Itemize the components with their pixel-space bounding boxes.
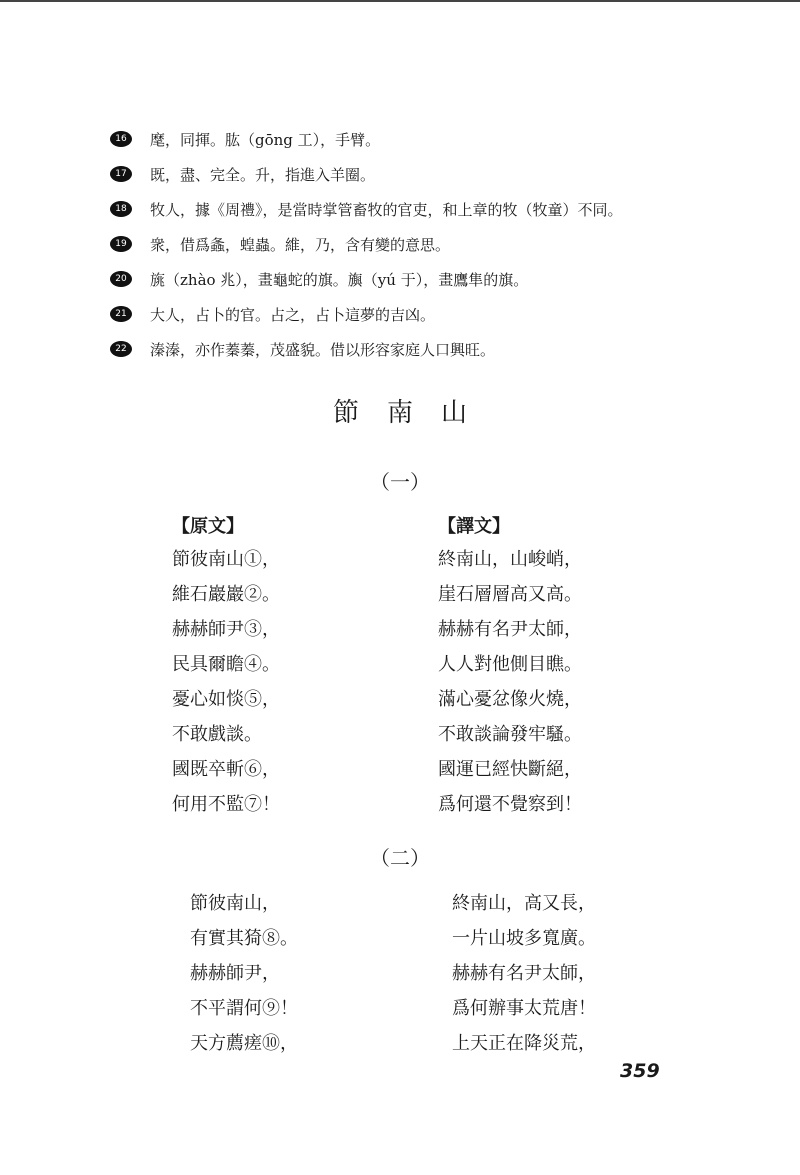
original-line: 不平謂何⑨！ — [190, 998, 298, 1019]
footnote-item — [110, 194, 750, 224]
translation-line: 一片山坡多寬廣。 — [452, 928, 596, 949]
footnote-number: 20 — [110, 271, 132, 287]
original-column-2 — [190, 886, 298, 1061]
original-column-1 — [172, 512, 280, 822]
footnote-number: 22 — [110, 341, 132, 357]
footnote-number: 19 — [110, 236, 132, 252]
translation-column-2 — [452, 886, 596, 1061]
footnote-item — [110, 229, 750, 259]
translation-line: 不敢談論發牢騷。 — [438, 724, 582, 745]
footnote-number: 21 — [110, 306, 132, 322]
original-line: 維石巖巖②。 — [172, 584, 280, 605]
translation-line: 終南山，山峻峭， — [438, 549, 582, 570]
footnote-text: 麾，同揮。肱（gōng 工），手臂。 — [150, 130, 381, 149]
footnote-item — [110, 124, 750, 154]
translation-line: 赫赫有名尹太師， — [452, 963, 596, 984]
footnote-item — [110, 299, 750, 329]
footnote-number: 16 — [110, 131, 132, 147]
footnote-text: 衆，借爲螽，蝗蟲。維，乃，含有變的意思。 — [150, 235, 451, 254]
translation-line: 滿心憂忿像火燒， — [438, 689, 582, 710]
original-line: 天方薦瘥⑩， — [190, 1033, 298, 1054]
footnote-number: 18 — [110, 201, 132, 217]
translation-line: 崖石層層高又高。 — [438, 584, 582, 605]
original-line: 赫赫師尹③， — [172, 619, 280, 640]
section-label-2: （二） — [370, 846, 430, 870]
original-line: 國既卒斬⑥， — [172, 759, 280, 780]
translation-line: 爲何還不覺察到！ — [438, 794, 582, 815]
original-line: 民具爾瞻④。 — [172, 654, 280, 675]
translation-line: 赫赫有名尹太師， — [438, 619, 582, 640]
original-line: 憂心如惔⑤， — [172, 689, 280, 710]
translation-column-1 — [438, 512, 582, 822]
translation-line: 上天正在降災荒， — [452, 1033, 596, 1054]
footnote-text: 大人，占卜的官。占之，占卜這夢的吉凶。 — [150, 305, 436, 324]
original-line: 有實其猗⑧。 — [190, 928, 298, 949]
footnote-item — [110, 159, 750, 189]
original-header: 【原文】 — [172, 516, 244, 537]
footnote-item — [110, 264, 750, 294]
footnote-text: 既，盡、完全。升，指進入羊圈。 — [150, 165, 376, 184]
translation-line: 國運已經快斷絕， — [438, 759, 582, 780]
section-label-1: （一） — [370, 470, 430, 494]
translation-line: 爲何辦事太荒唐！ — [452, 998, 596, 1019]
top-rule — [0, 0, 800, 2]
page-number: 359 — [620, 1060, 660, 1082]
original-line: 赫赫師尹， — [190, 963, 280, 984]
translation-line: 終南山，高又長， — [452, 893, 596, 914]
footnote-number: 17 — [110, 166, 132, 182]
footnote-text: 旐（zhào 兆），畫龜蛇的旗。旟（yú 于），畫鷹隼的旗。 — [150, 270, 529, 289]
original-line: 不敢戲談。 — [172, 724, 262, 745]
poem-title: 節南山 — [332, 398, 495, 428]
original-line: 節彼南山①， — [172, 549, 280, 570]
translation-header: 【譯文】 — [438, 516, 510, 537]
original-line: 何用不監⑦！ — [172, 794, 280, 815]
original-line: 節彼南山， — [190, 893, 280, 914]
translation-line: 人人對他側目瞧。 — [438, 654, 582, 675]
footnote-text: 溱溱，亦作蓁蓁，茂盛貌。借以形容家庭人口興旺。 — [150, 340, 496, 359]
footnote-item — [110, 334, 750, 364]
footnotes — [110, 124, 750, 369]
footnote-text: 牧人，據《周禮》，是當時掌管畜牧的官吏，和上章的牧（牧童）不同。 — [150, 200, 623, 219]
